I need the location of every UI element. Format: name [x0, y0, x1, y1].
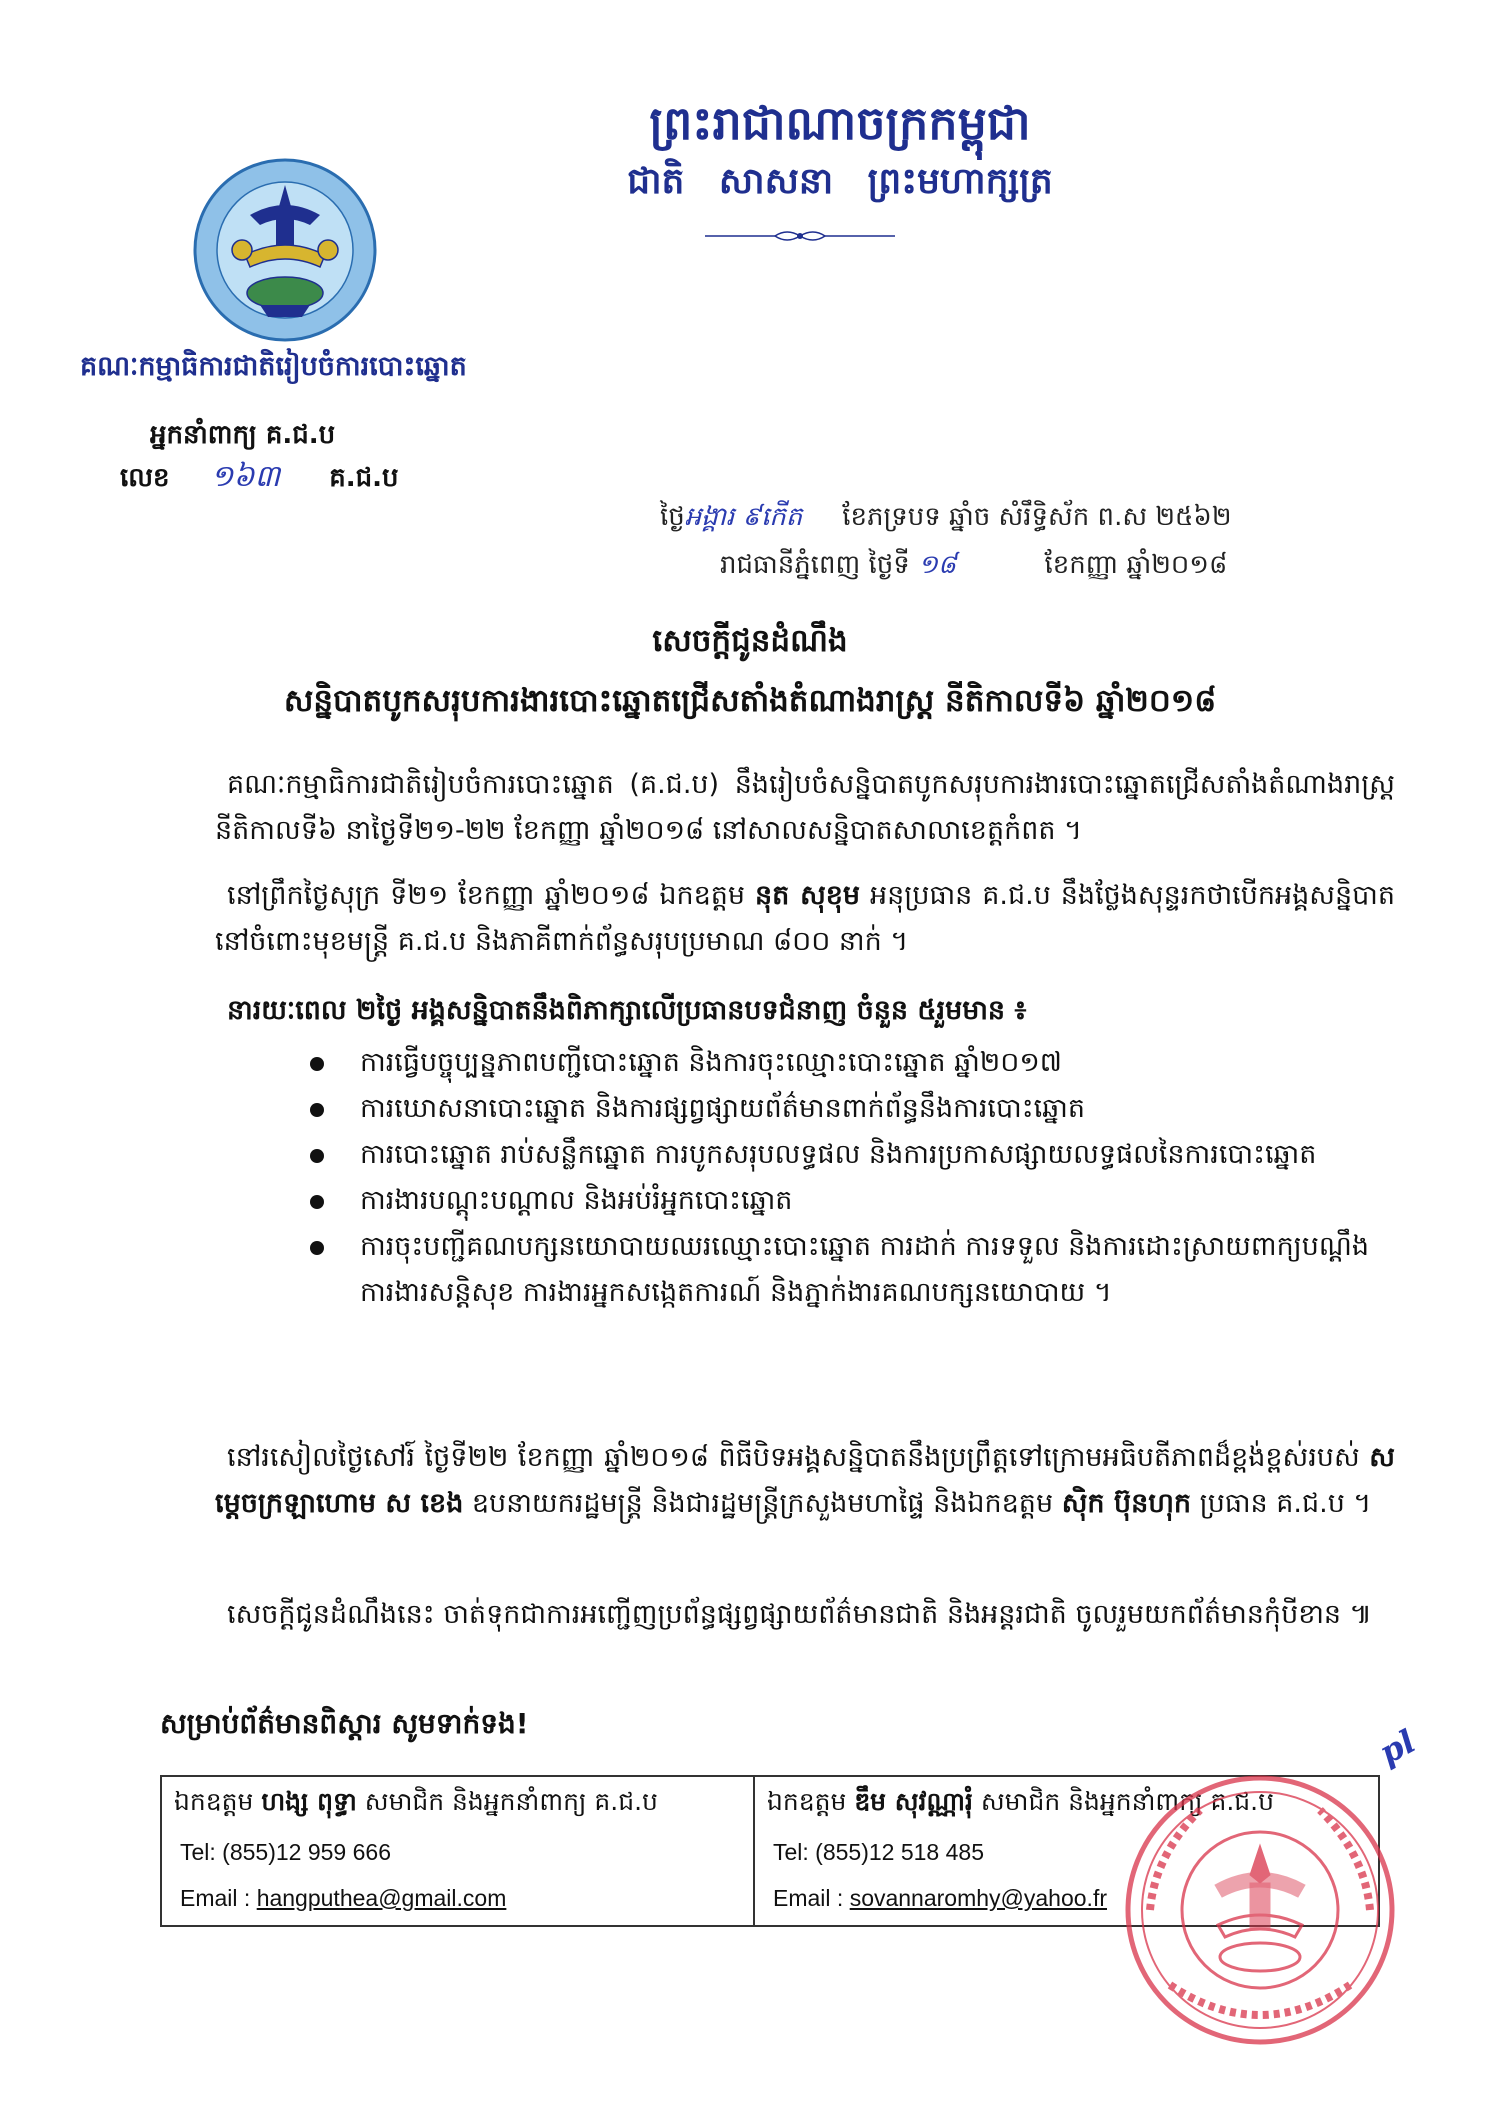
- vice-president-name: នុត សុខុម: [755, 880, 861, 911]
- civil-date-line: [720, 548, 1227, 586]
- contact-email-label: Email :: [773, 1885, 844, 1911]
- contact-name: ហង្ស ពុទ្ធា: [261, 1787, 357, 1816]
- reference-number-line: [120, 457, 399, 501]
- paragraph-topics-intro: នារយៈពេល ២ថ្ងៃ អង្គសន្និបាតនឹងពិភាក្សាលើប្រធានបទជំនាញ ចំនួន ៥រួមមាន ៖: [227, 995, 1027, 1026]
- contact-email-link[interactable]: sovannaromhy@yahoo.fr: [849, 1885, 1107, 1911]
- lunar-date-handwritten: អង្គារ ៩កើត: [684, 502, 803, 532]
- kingdom-motto: ជាតិ សាសនា ព្រះមហាក្សត្រ: [627, 160, 1053, 202]
- contact-heading: សម្រាប់ព័ត៌មានពិស្តារ សូមទាក់ទង!: [160, 1707, 529, 1740]
- paragraph-opening-a: នៅព្រឹកថ្ងៃសុក្រ ទី២១ ខែកញ្ញា ឆ្នាំ២០១៨ ឯកឧត្តម: [227, 880, 746, 911]
- contact-card: [162, 1777, 755, 1925]
- list-item: [310, 1224, 1410, 1316]
- reference-suffix: គ.ជ.ប: [329, 463, 399, 493]
- list-item: [310, 1086, 1410, 1132]
- contact-prefix: ឯកឧត្តម: [767, 1787, 847, 1816]
- lunar-date-prefix: ថ្ងៃ: [660, 502, 685, 532]
- topic-text: ការចុះបញ្ជីគណបក្សនយោបាយឈរឈ្មោះបោះឆ្នោត ការដាក់ ការទទួល និងការដោះស្រាយពាក្យបណ្តឹង ការងារសន្តិសុខ ការងារអ្នកសង្កេតការណ៍ និងភ្នាក់ងារគណបក្សនយោបាយ ។: [360, 1231, 1369, 1308]
- contact-email-line: [773, 1885, 1107, 1912]
- contact-phone: Tel: (855)12 959 666: [180, 1839, 391, 1865]
- spokesperson-label: អ្នកនាំពាក្យ គ.ជ.ប: [150, 420, 336, 450]
- deputy-pm-name: សម្តេចក្រឡាហោម ស ខេង: [215, 1442, 1395, 1519]
- civil-date-day: ១៨: [918, 550, 957, 580]
- topic-text: ការធ្វើបច្ចុប្បន្នភាពបញ្ជីបោះឆ្នោត និងការចុះឈ្មោះបោះឆ្នោត ឆ្នាំ២០១៧: [360, 1047, 1062, 1078]
- paragraph-closing-b: ឧបនាយករដ្ឋមន្ត្រី និងជារដ្ឋមន្ត្រីក្រសួងមហាផ្ទៃ និងឯកឧត្តម: [471, 1488, 1054, 1519]
- paragraph-closing: [215, 1435, 1395, 1527]
- bullet-dot-icon: [310, 1057, 324, 1071]
- paragraph-invitation: សេចក្តីជូនដំណឹងនេះ ចាត់ទុកជាការអញ្ជើញប្រព័ន្ធផ្សព្វផ្សាយព័ត៌មានជាតិ និងអន្តរជាតិ ចូលរួមយកព័ត៌មានកុំបីខាន ៕: [227, 1599, 1373, 1630]
- notice-title: សេចក្តីជូនដំណឹង: [652, 623, 848, 659]
- contact-email-link[interactable]: hangputhea@gmail.com: [256, 1885, 507, 1911]
- list-item: [310, 1178, 1410, 1224]
- election-committee-emblem-icon: [190, 155, 380, 345]
- contact-prefix: ឯកឧត្តម: [174, 1787, 254, 1816]
- signature-initials: pl: [1373, 1722, 1422, 1772]
- bullet-dot-icon: [310, 1149, 324, 1163]
- kingdom-header: [540, 92, 1140, 208]
- civil-date-rest: ខែកញ្ញា ឆ្នាំ២០១៨: [1044, 550, 1228, 580]
- topic-text: ការងារបណ្តុះបណ្តាល និងអប់រំអ្នកបោះឆ្នោត: [360, 1185, 793, 1216]
- reference-label: លេខ: [120, 463, 170, 493]
- contact-name-line: [174, 1787, 658, 1823]
- paragraph-intro: គណៈកម្មាធិការជាតិរៀបចំការបោះឆ្នោត (គ.ជ.ប) នឹងរៀបចំសន្និបាតបូកសរុបការងារបោះឆ្នោតជ្រើសតាំងតំណាងរាស្ត្រ នីតិកាលទី៦ នាថ្ងៃទី២១-២២ ខែកញ្ញា ឆ្នាំ២០១៨ នៅសាលសន្និបាតសាលាខេត្តកំពត ។: [215, 769, 1395, 846]
- notice-subtitle: សន្និបាតបូកសរុបការងារបោះឆ្នោតជ្រើសតាំងតំណាងរាស្ត្រ នីតិកាលទី៦ ឆ្នាំ២០១៨: [283, 683, 1217, 719]
- bullet-dot-icon: [310, 1241, 324, 1255]
- paragraph-opening-b: អនុប្រធាន គ.ជ.ប នឹងថ្លែងសុន្ទរកថាបើកអង្គសន្និបាតនៅចំពោះមុខមន្ត្រី គ.ជ.ប និងភាគីពាក់ព័ន្ធសរុបប្រមាណ ៨០០ នាក់ ។: [215, 880, 1395, 957]
- topic-text: ការបោះឆ្នោត រាប់សន្លឹកឆ្នោត ការបូកសរុបលទ្ធផល និងការប្រកាសផ្សាយលទ្ធផលនៃការបោះឆ្នោត: [360, 1139, 1317, 1170]
- contact-role: សមាជិក និងអ្នកនាំពាក្យ គ.ជ.ប: [364, 1787, 658, 1816]
- president-name: ស៊ិក ប៊ុនហុក: [1061, 1488, 1192, 1519]
- list-item: [310, 1132, 1410, 1178]
- kingdom-title: ព្រះរាជាណាចក្រកម្ពុជា: [649, 96, 1031, 150]
- reference-number: ១៦៣: [210, 459, 281, 494]
- official-seal-icon: [1110, 1765, 1410, 2055]
- contact-email-line: [180, 1885, 506, 1912]
- contact-phone: Tel: (855)12 518 485: [773, 1839, 984, 1865]
- civil-date-prefix: រាជធានីភ្នំពេញ ថ្ងៃទី: [720, 550, 910, 580]
- organization-name: គណៈកម្មាធិការជាតិរៀបចំការបោះឆ្នោត: [80, 351, 467, 382]
- bullet-dot-icon: [310, 1195, 324, 1209]
- bullet-dot-icon: [310, 1103, 324, 1117]
- contact-email-label: Email :: [180, 1885, 251, 1911]
- topics-list: [310, 1040, 1410, 1316]
- ornament-divider-icon: [705, 226, 895, 246]
- paragraph-closing-c: ប្រធាន គ.ជ.ប ។: [1199, 1488, 1372, 1519]
- paragraph-closing-a: នៅរសៀលថ្ងៃសៅរ៍ ថ្ងៃទី២២ ខែកញ្ញា ឆ្នាំ២០១៨ ពិធីបិទអង្គសន្និបាតនឹងប្រព្រឹត្តទៅក្រោមអធិបតីភាពដ៏ខ្ពង់ខ្ពស់របស់: [227, 1442, 1360, 1473]
- contact-role: សមាជិក និងអ្នកនាំពាក្យ គ.ជ.ប: [980, 1787, 1274, 1816]
- lunar-date-rest: ខែភទ្របទ ឆ្នាំច សំរឹទ្ធិស័ក ព.ស ២៥៦២: [842, 502, 1232, 532]
- contact-name: ឌឹម សុវណ្ណារុំ: [854, 1787, 973, 1816]
- topic-text: ការឃោសនាបោះឆ្នោត និងការផ្សព្វផ្សាយព័ត៌មានពាក់ព័ន្ធនឹងការបោះឆ្នោត: [360, 1093, 1085, 1124]
- lunar-date-line: [660, 500, 1232, 538]
- list-item: [310, 1040, 1410, 1086]
- paragraph-opening: [215, 873, 1395, 965]
